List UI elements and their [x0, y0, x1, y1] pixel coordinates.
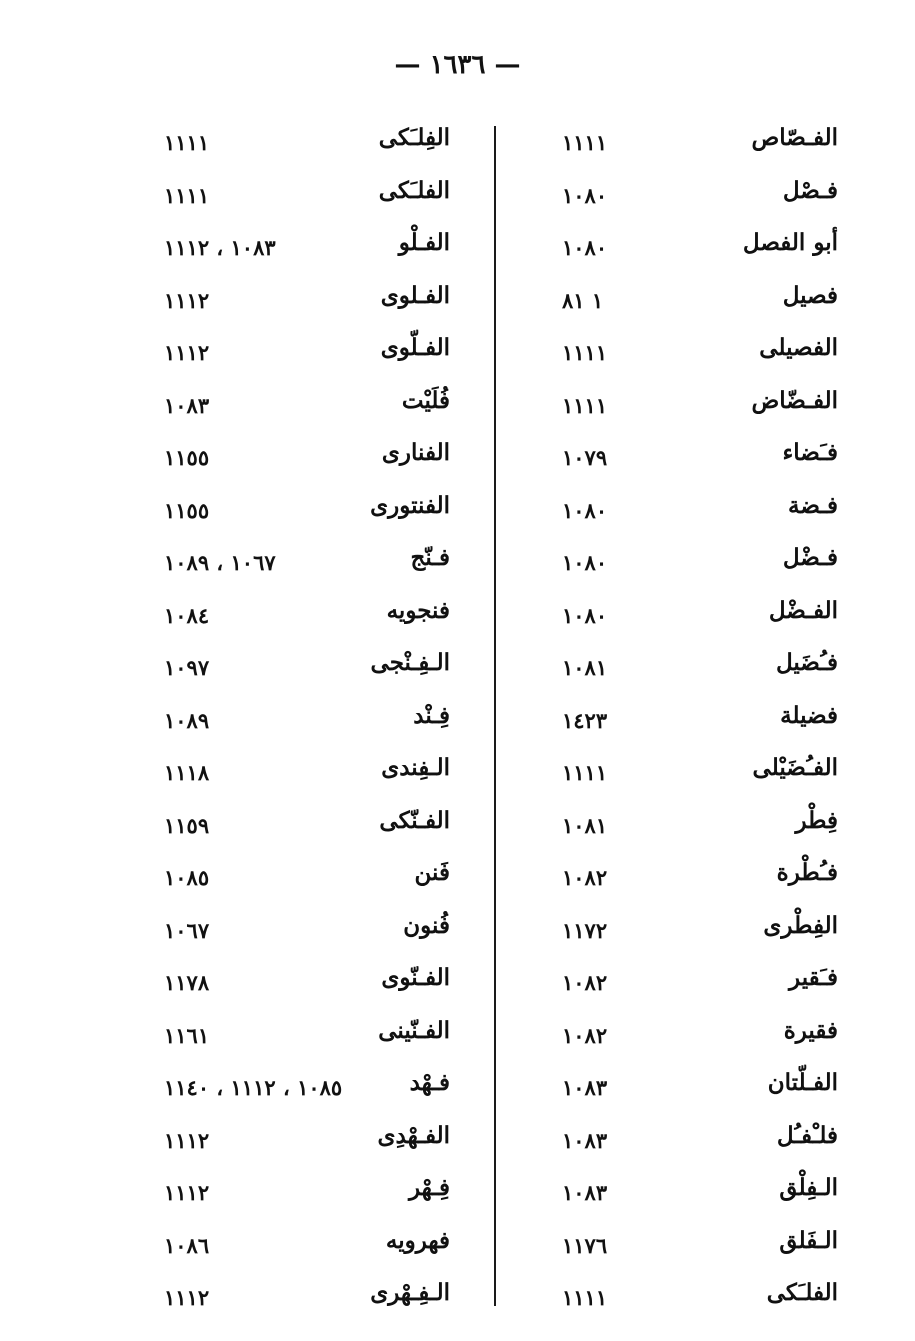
- column-divider: [494, 126, 496, 1306]
- index-entry: [150, 433, 450, 486]
- index-term: فـضْل: [782, 544, 838, 571]
- page-references: ١١١١: [562, 340, 608, 365]
- index-entry: [150, 853, 450, 906]
- index-term: الـفِندى: [381, 754, 450, 781]
- index-term: فضيلة: [780, 701, 838, 729]
- index-term: فـَضاء: [782, 439, 838, 466]
- index-term: الفلـَكى: [766, 1279, 838, 1306]
- page-references: ١٠٨٠: [562, 235, 608, 260]
- index-entry: [548, 643, 838, 696]
- index-entry: [150, 906, 450, 959]
- index-term: الفنتورى: [370, 491, 450, 519]
- index-entry: [548, 171, 838, 224]
- index-entry: [548, 1273, 838, 1326]
- index-term: فـَقير: [789, 964, 838, 991]
- page-references: ١٠٦٧ ، ١٠٨٩: [164, 550, 276, 575]
- index-term: الفـنّينى: [378, 1016, 450, 1044]
- left-column: [150, 118, 450, 1326]
- index-term: الفـضْل: [768, 596, 838, 624]
- index-term: الفلـَكى: [378, 176, 450, 204]
- page-references: ١٠٨١: [562, 812, 608, 838]
- index-term: الـفِـهْرى: [370, 1279, 450, 1306]
- index-term: فِـنْد: [413, 701, 450, 729]
- index-entry: [150, 748, 450, 801]
- page-references: ١١١١: [562, 392, 608, 418]
- index-entry: [548, 276, 838, 329]
- index-entry: [150, 486, 450, 539]
- index-term: فصيل: [782, 281, 838, 309]
- index-entry: [548, 381, 838, 434]
- index-term: فَنن: [414, 859, 450, 886]
- index-entry: [548, 433, 838, 486]
- page-references: ١٠٨٢: [562, 1022, 608, 1048]
- index-entry: [548, 538, 838, 591]
- page-references: ١٠٩٧: [164, 655, 210, 680]
- page-references: ١١١١: [164, 130, 210, 155]
- page-references: ١١١١: [562, 760, 608, 785]
- index-entry: [150, 591, 450, 644]
- index-term: الفـلوى: [380, 281, 450, 309]
- index-term: فـنّج: [410, 544, 450, 571]
- index-entry: [150, 696, 450, 749]
- page-references: ١٠٨٣: [562, 1127, 608, 1153]
- index-term: الفـضّاض: [751, 386, 838, 414]
- index-entry: [548, 223, 838, 276]
- index-term: فُنون: [403, 911, 450, 939]
- index-entry: [150, 1221, 450, 1274]
- page-references: ١١١٢: [164, 287, 210, 313]
- page-references: ١٠٨٠: [562, 182, 608, 208]
- index-term: الفـلّتان: [767, 1069, 838, 1096]
- page-references: ١٠٨١: [562, 655, 608, 680]
- index-entry: [150, 1116, 450, 1169]
- index-term: الفـهْدِى: [377, 1121, 450, 1149]
- index-entry: [548, 1116, 838, 1169]
- page-references: ١١١٢: [164, 340, 210, 365]
- index-entry: [548, 328, 838, 381]
- page-references: ١٠٨٢: [562, 970, 608, 995]
- index-entry: [150, 1168, 450, 1221]
- index-entry: [150, 958, 450, 1011]
- page-references: ١٠٨٠: [562, 550, 608, 575]
- index-entry: [150, 276, 450, 329]
- index-term: الفِلـَكى: [378, 124, 450, 151]
- page-references: ١١٥٥: [164, 497, 210, 523]
- index-entry: [548, 118, 838, 171]
- page-references: ١٠٨٥: [164, 865, 210, 890]
- page-references: ١١١٨: [164, 760, 210, 785]
- index-term: الفـنّوى: [381, 964, 450, 991]
- page-references: ١١١٢: [164, 1285, 210, 1310]
- index-entry: [548, 696, 838, 749]
- index-entry: [548, 1011, 838, 1064]
- page-references: ١١٥٩: [164, 812, 210, 838]
- index-term: الفـُضَيْلى: [752, 754, 838, 781]
- index-term: الفِطْرى: [763, 911, 838, 939]
- index-term: فقيرة: [783, 1016, 838, 1044]
- page-references: ١٠٨٥ ، ١١١٢ ، ١١٤٠: [164, 1075, 343, 1100]
- right-column: [548, 118, 838, 1326]
- page-references: ١١٦١: [164, 1022, 210, 1048]
- index-term: فـهْد: [409, 1069, 450, 1096]
- index-entry: [150, 801, 450, 854]
- index-term: فنجويه: [386, 596, 450, 624]
- index-entry: [150, 643, 450, 696]
- index-term: الـفَلق: [779, 1226, 838, 1254]
- index-term: فـُضَيل: [775, 649, 838, 676]
- index-entry: [150, 118, 450, 171]
- page-references: ١٠٨٣ ، ١١١٢: [164, 235, 276, 260]
- index-term: الفصيلى: [759, 334, 838, 361]
- index-term: فُلَيْت: [401, 386, 450, 414]
- index-term: فـُطْرة: [776, 859, 838, 886]
- index-entry: [548, 1063, 838, 1116]
- page-references: ١٠٧٩: [562, 445, 608, 470]
- page-references: ١ ٨١: [562, 287, 604, 313]
- page-references: ١٠٨٢: [562, 865, 608, 890]
- index-entry: [150, 223, 450, 276]
- page-references: ١١١١: [164, 182, 210, 208]
- page-references: ١٠٨٣: [562, 1075, 608, 1100]
- index-entry: [150, 1063, 450, 1116]
- index-term: فـصْل: [782, 176, 838, 204]
- page-references: ١٠٨٩: [164, 707, 210, 733]
- page-number: — ١٦٣٦ —: [394, 50, 521, 80]
- index-entry: [150, 328, 450, 381]
- index-term: الفـصّاص: [751, 124, 838, 151]
- index-entry: [548, 853, 838, 906]
- index-term: أبو الفصل: [742, 229, 838, 256]
- index-term: فِطْر: [795, 806, 838, 834]
- index-term: فلـْفـُل: [776, 1121, 838, 1149]
- page-references: ١٠٨٦: [164, 1232, 210, 1258]
- index-entry: [548, 748, 838, 801]
- index-term: الـفِلْق: [779, 1174, 838, 1201]
- index-entry: [548, 801, 838, 854]
- page-references: ١٤٢٣: [562, 707, 608, 733]
- index-entry: [548, 1168, 838, 1221]
- page-references: ١١١٢: [164, 1127, 210, 1153]
- page-references: ١١١١: [562, 1285, 608, 1310]
- page-references: ١٠٨٠: [562, 497, 608, 523]
- page-references: ١١٥٥: [164, 445, 210, 470]
- page-references: ١٠٨٣: [164, 392, 210, 418]
- index-entry: [150, 381, 450, 434]
- page-references: ١١٧٦: [562, 1232, 608, 1258]
- index-entry: [548, 1221, 838, 1274]
- page-references: ١١١٢: [164, 1180, 210, 1205]
- page-references: ١١٧٨: [164, 970, 210, 995]
- index-term: فهرويه: [385, 1226, 450, 1254]
- page-references: ١٠٨٣: [562, 1180, 608, 1205]
- page-references: ١١٧٢: [562, 917, 608, 943]
- index-entry: [150, 171, 450, 224]
- index-entry: [150, 538, 450, 591]
- index-entry: [548, 591, 838, 644]
- index-term: الفنارى: [381, 439, 450, 466]
- index-entry: [548, 486, 838, 539]
- index-entry: [150, 1011, 450, 1064]
- page-references: ١١١١: [562, 130, 608, 155]
- index-term: فـضة: [787, 491, 838, 519]
- page-references: ١٠٨٤: [164, 602, 210, 628]
- index-entry: [150, 1273, 450, 1326]
- index-term: الفـلْو: [398, 229, 450, 256]
- index-term: الفـلّوى: [380, 334, 450, 361]
- page-references: ١٠٦٧: [164, 917, 210, 943]
- page-references: ١٠٨٠: [562, 602, 608, 628]
- index-term: الـفِـنْجى: [370, 649, 450, 676]
- index-entry: [548, 958, 838, 1011]
- index-term: الفـنّكى: [379, 806, 450, 834]
- index-term: فِـهْر: [408, 1174, 450, 1201]
- index-entry: [548, 906, 838, 959]
